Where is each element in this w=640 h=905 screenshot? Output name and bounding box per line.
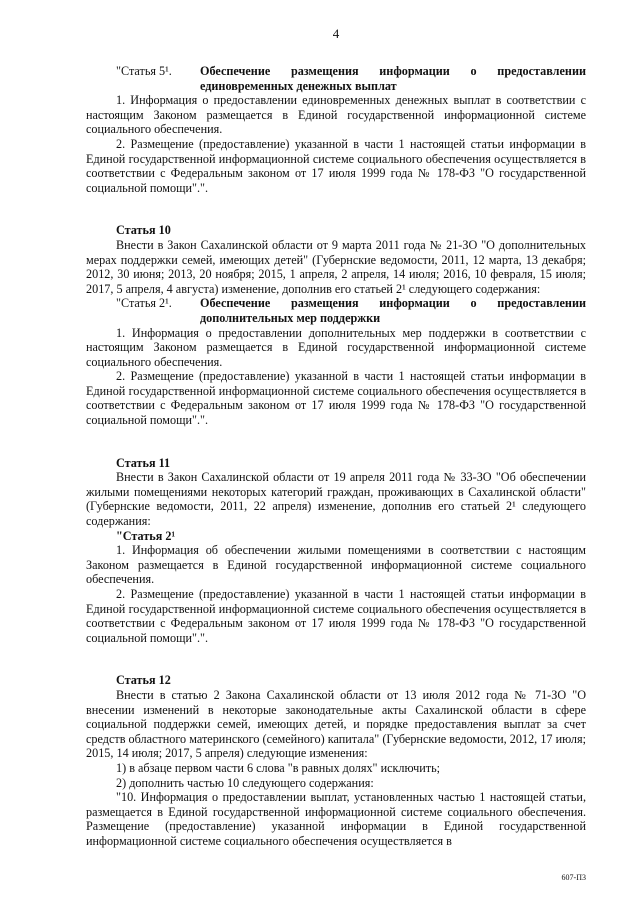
article-5-1-label: "Статья 5¹.: [116, 64, 172, 78]
article-5-1-paragraph-1: 1. Информация о предоставлении единовременных денежных выплат в соответствии с настоящим Законом размещается в Единой государственной информационной системе социального обеспечения.: [86, 93, 586, 137]
article-12-item-1: 1) в абзаце первом части 6 слова "в равных долях" исключить;: [116, 760, 441, 775]
article-2-1-title: Обеспечение размещения информации о предоставлении дополнительных мер поддержки: [200, 296, 586, 325]
article-12-part-10: "10. Информация о предоставлении выплат, установленных частью 1 настоящей статьи, размещается в Единой государственной информационной системе социального обеспечения. Размещение (предоставление) указанной информации в Единой государственной информационной системе социального обеспечения осуществляется в: [86, 790, 586, 848]
article-11-paragraph: Внести в Закон Сахалинской области от 19 апреля 2011 года № 33-ЗО "Об обеспечении жилыми помещениями некоторых категорий граждан, проживающих в Сахалинской области" (Губернские ведомости, 2011, 22 апреля) изменение, дополнив его статьей 2¹ следующего содержания:: [86, 470, 586, 529]
article-10-paragraph: Внести в Закон Сахалинской области от 9 марта 2011 года № 21-ЗО "О дополнительных мерах поддержки семей, имеющих детей" (Губернские ведомости, 2011, 12 марта, 13 декабря; 2012, 30 июня; 2013, 20 ноября; 2015, 1 апреля, 2 апреля, 14 июля; 2016, 10 февраля, 15 июля; 2017, 5 апреля, 4 августа) изменение, дополнив его статьей 2¹ следующего содержания:: [86, 237, 586, 296]
article-5-1-paragraph-2: 2. Размещение (предоставление) указанной в части 1 настоящей статьи информации в Единой государственной информационной системе социального обеспечения осуществляется в соответствии с Федеральным законом от 17 июля 1999 года № 178-ФЗ "О государственной социальной помощи".".: [86, 136, 586, 195]
article-2-1-label: "Статья 2¹.: [116, 296, 172, 311]
article-11-heading: Статья 11: [116, 455, 171, 470]
article-2-1-heading: [86, 296, 586, 325]
article-11-quoted-paragraph-1: 1. Информация об обеспечении жилыми помещениями в соответствии с настоящим Законом размещается в Единой государственной информационной системе социального обеспечения.: [86, 543, 586, 587]
article-5-1-heading: [86, 64, 586, 93]
article-12-paragraph: Внести в статью 2 Закона Сахалинской области от 13 июля 2012 года № 71-ЗО "О внесении изменений в некоторые законодательные акты Сахалинской области в сфере социальной поддержки семей, имеющих детей, и порядке предоставления выплат за счет средств областного материнского (семейного) капитала" (Губернские ведомости, 2012, 17 июля; 2015, 14 июля; 2017, 5 апреля) следующие изменения:: [86, 687, 586, 761]
article-11-quoted-paragraph-2: 2. Размещение (предоставление) указанной в части 1 настоящей статьи информации в Единой государственной информационной системе социального обеспечения осуществляется в соответствии с Федеральным законом от 17 июля 1999 года № 178-ФЗ "О государственной социальной помощи".".: [86, 587, 586, 645]
article-11-quoted-heading: "Статья 2¹: [116, 528, 176, 543]
footer-code: 607-П3: [561, 873, 586, 882]
article-10-heading: Статья 10: [116, 223, 171, 238]
page-number: 4: [332, 26, 340, 41]
article-12-heading: Статья 12: [116, 673, 171, 688]
article-5-1-title: Обеспечение размещения информации о предоставлении единовременных денежных выплат: [200, 64, 586, 93]
article-2-1-paragraph-1: 1. Информация о предоставлении дополнительных мер поддержки в соответствии с настоящим Законом размещается в Единой государственной информационной системе социального обеспечения.: [86, 325, 586, 369]
article-2-1-paragraph-2: 2. Размещение (предоставление) указанной в части 1 настоящей статьи информации в Единой государственной информационной системе социального обеспечения осуществляется в соответствии с Федеральным законом от 17 июля 1999 года № 178-ФЗ "О государственной социальной помощи".".: [86, 369, 586, 428]
article-12-item-2: 2) дополнить частью 10 следующего содержания:: [116, 775, 374, 790]
document-page: [86, 26, 586, 849]
